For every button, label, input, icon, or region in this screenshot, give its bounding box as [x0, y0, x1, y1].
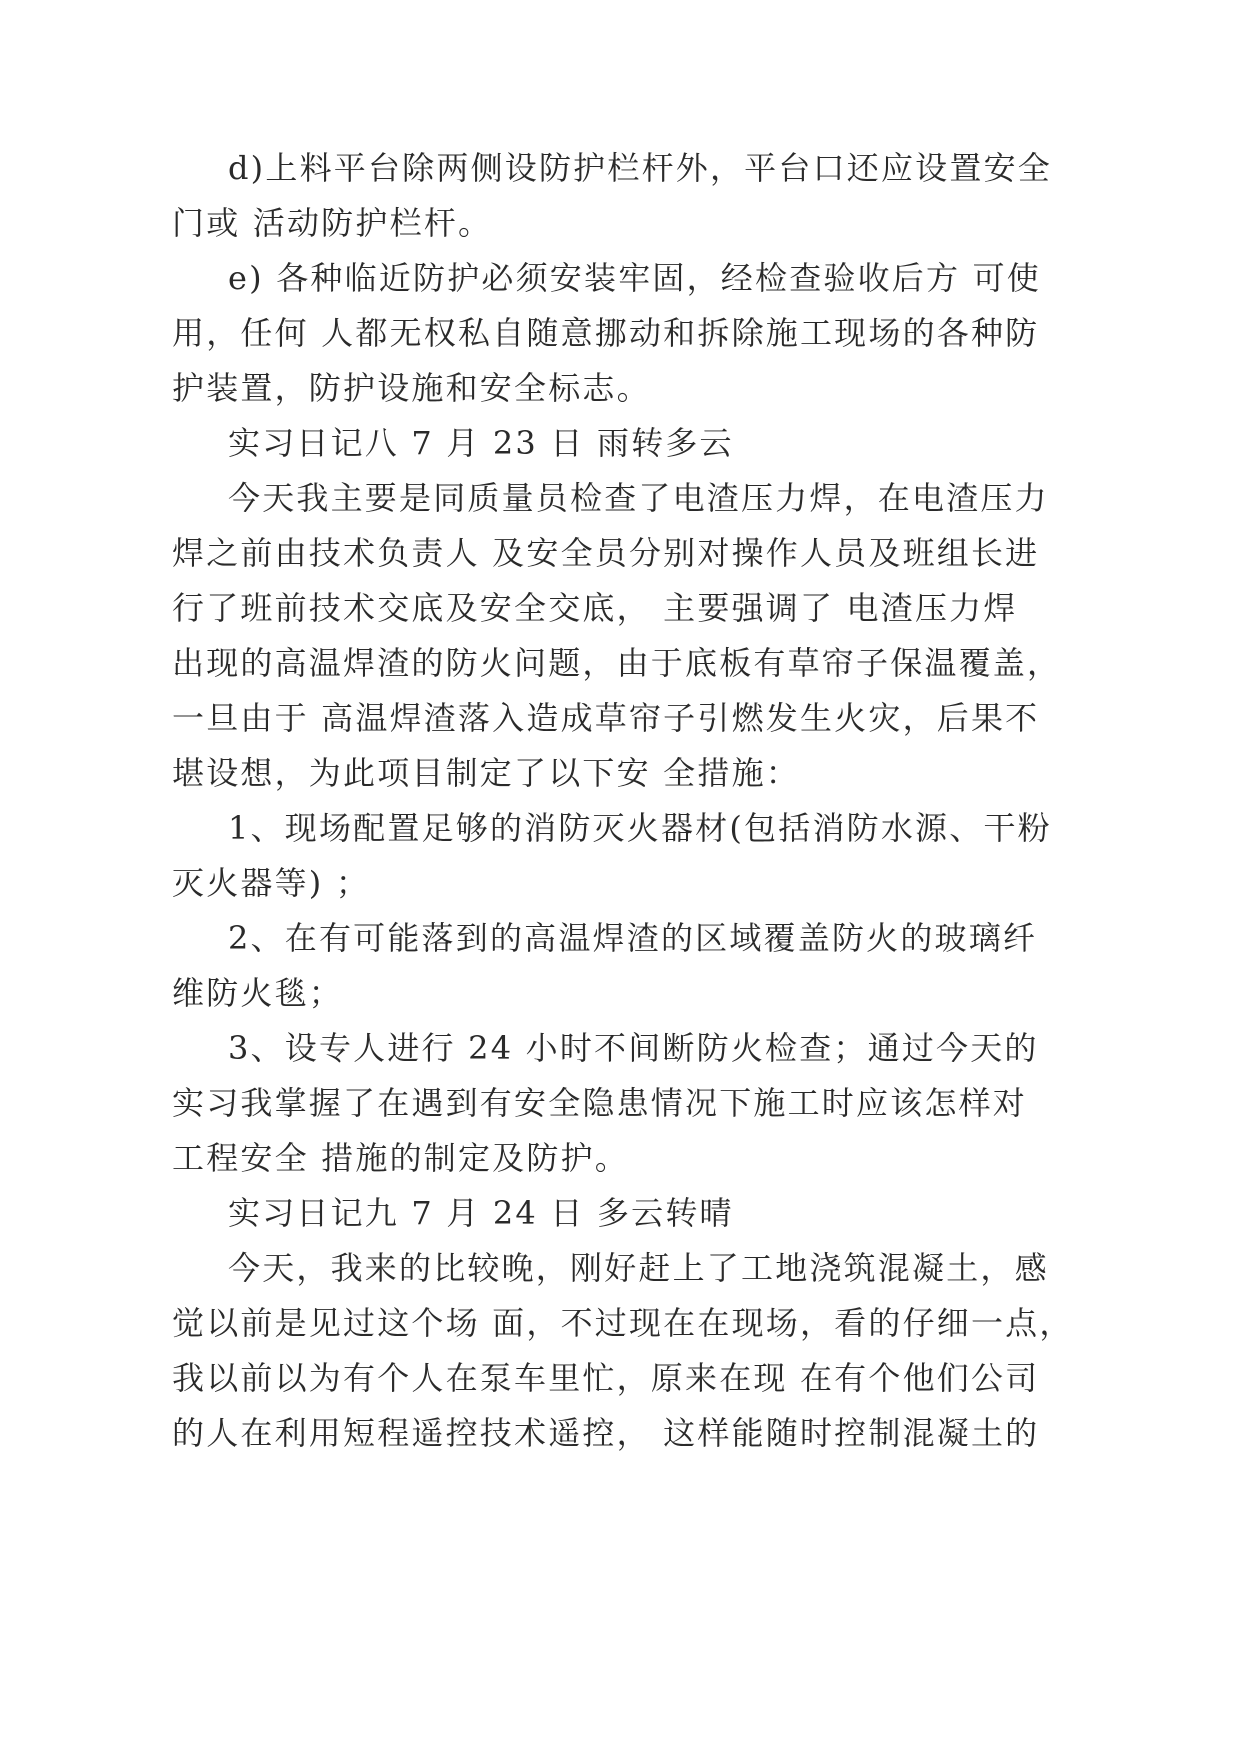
- diary-8-line-5: 一旦由于 高温焊渣落入造成草帘子引燃发生火灾，后果不: [172, 699, 1040, 737]
- diary-8-line-2: 焊之前由技术负责人 及安全员分别对操作人员及班组长进: [172, 534, 1040, 572]
- diary-8-line-1: 今天我主要是同质量员检查了电渣压力焊，在电渣压力: [228, 479, 1049, 517]
- measure-1-line-1: 1、现场配置足够的消防灭火器材(包括消防水源、干粉: [228, 809, 1052, 847]
- measure-3-line-2: 实习我掌握了在遇到有安全隐患情况下施工时应该怎样对: [172, 1084, 1028, 1122]
- paragraph-d-line-1: d)上料平台除两侧设防护栏杆外，平台口还应设置安全: [228, 149, 1052, 187]
- measure-3-line-3: 工程安全 措施的制定及防护。: [172, 1139, 629, 1177]
- measure-2-line-2: 维防火毯；: [172, 974, 344, 1012]
- diary-9-line-3: 我以前以为有个人在泵车里忙，原来在现 在有个他们公司: [172, 1359, 1040, 1397]
- diary-8-line-3: 行了班前技术交底及安全交底， 主要强调了 电渣压力焊: [172, 589, 1018, 627]
- diary-heading-8: 实习日记八 7 月 23 日 雨转多云: [228, 424, 734, 462]
- paragraph-e-line-1: e) 各种临近防护必须安装牢固，经检查验收后方 可使: [228, 259, 1041, 297]
- diary-9-line-4: 的人在利用短程遥控技术遥控， 这样能随时控制混凝土的: [172, 1414, 1040, 1452]
- measure-3-line-1: 3、设专人进行 24 小时不间断防火检查；通过今天的: [228, 1029, 1039, 1067]
- paragraph-e-line-2: 用，任何 人都无权私自随意挪动和拆除施工现场的各种防: [172, 314, 1040, 352]
- paragraph-d-line-2: 门或 活动防护栏杆。: [172, 204, 493, 242]
- diary-8-line-4: 出现的高温焊渣的防火问题，由于底板有草帘子保温覆盖，: [172, 644, 1062, 682]
- diary-9-line-2: 觉以前是见过这个场 面，不过现在在现场，看的仔细一点，: [172, 1304, 1074, 1342]
- diary-heading-9: 实习日记九 7 月 24 日 多云转晴: [228, 1194, 734, 1232]
- measure-1-line-2: 灭火器等) ；: [172, 864, 371, 902]
- paragraph-e-line-3: 护装置，防护设施和安全标志。: [172, 369, 651, 407]
- diary-8-line-6: 堪设想，为此项目制定了以下安 全措施：: [172, 754, 800, 792]
- diary-9-line-1: 今天，我来的比较晚，刚好赶上了工地浇筑混凝土，感: [228, 1249, 1049, 1287]
- measure-2-line-1: 2、在有可能落到的高温焊渣的区域覆盖防火的玻璃纤: [228, 919, 1038, 957]
